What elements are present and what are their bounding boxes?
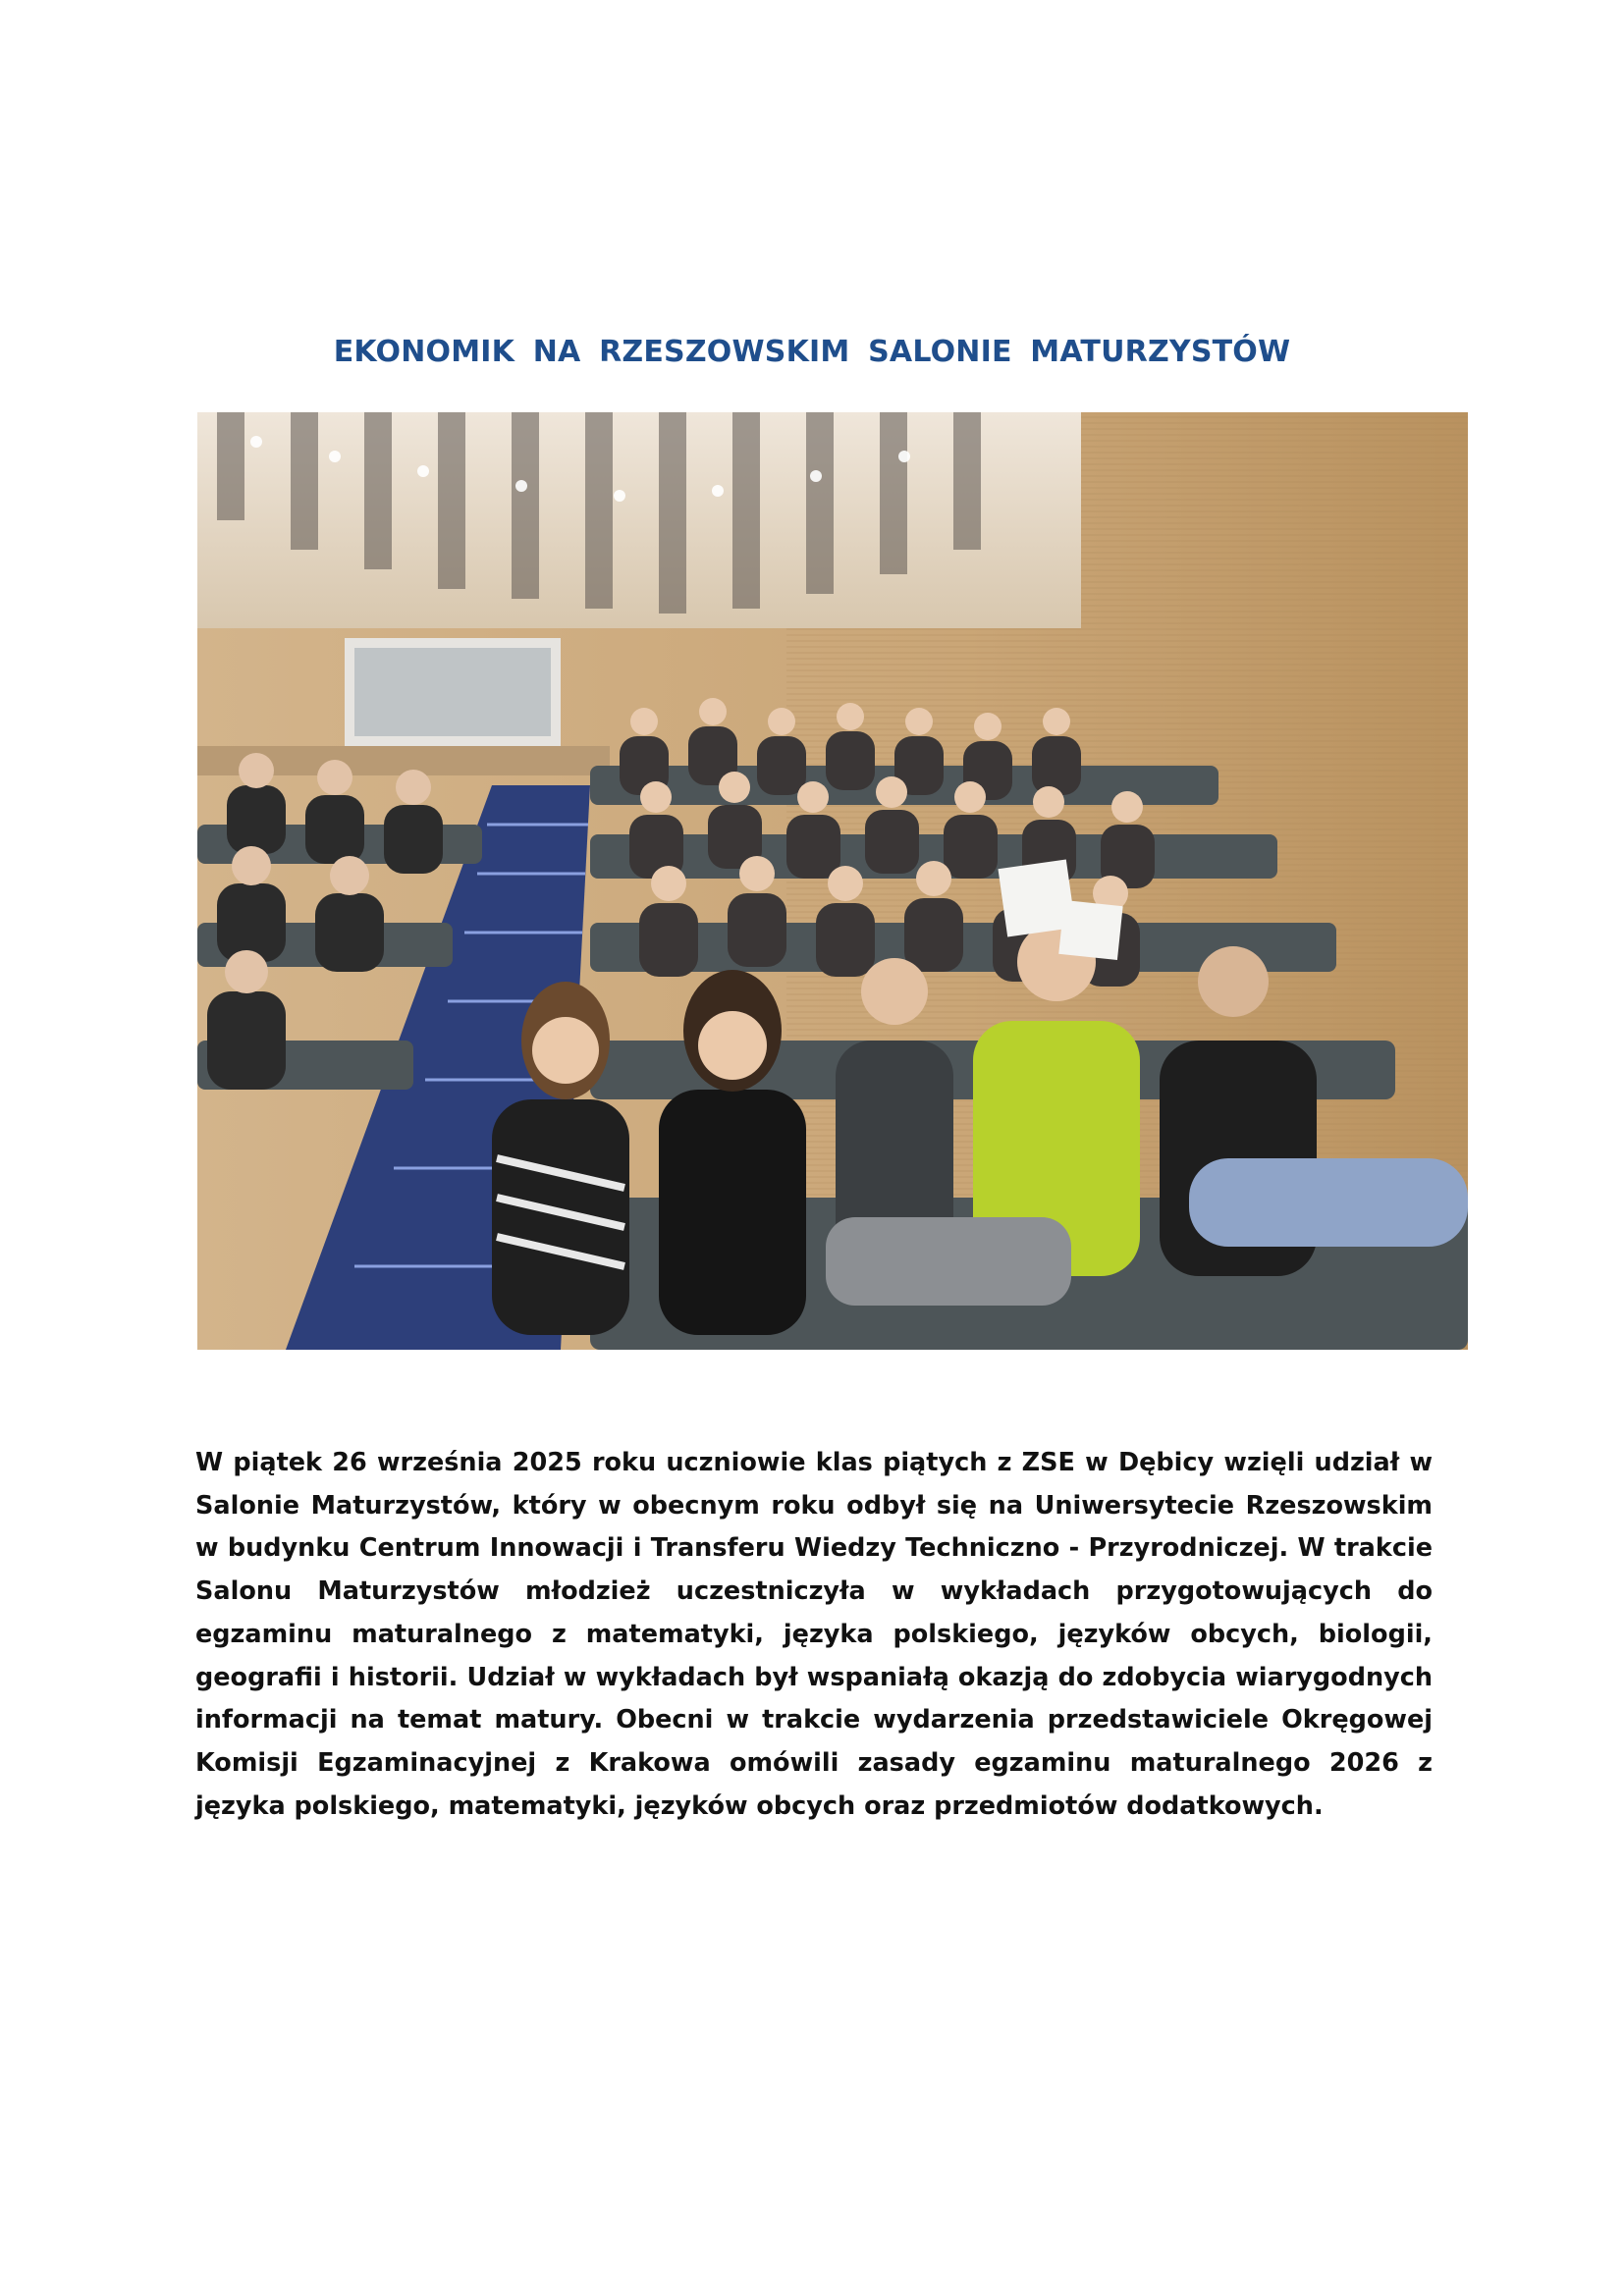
- lecture-hall-illustration: [197, 412, 1468, 1350]
- page-title: EKONOMIK NA RZESZOWSKIM SALONIE MATURZYSTÓW: [333, 335, 1291, 369]
- article-body: W piątek 26 września 2025 roku uczniowie klas piątych z ZSE w Dębicy wzięli udział w Salonie Maturzystów, który w obecnym roku odbył się na Uniwersytecie Rzeszowskim w budynku Centrum Innowacji i Transferu Wiedzy Techniczno - Przyrodniczej. W trakcie Salonu Maturzystów młodzież uczestniczyła w wykładach przygotowujących do egzaminu maturalnego z matematyki, języka polskiego, języków obcych, biologii, geografii i historii. Udział w wykładach był wspaniałą okazją do zdobycia wiarygodnych informacji na temat matury. Obecni w trakcie wydarzenia przedstawiciele Okręgowej Komisji Egzaminacyjnej z Krakowa omówili zasady egzaminu maturalnego 2026 z języka polskiego, matematyki, języków obcych oraz przedmiotów dodatkowych.: [195, 1448, 1433, 1821]
- lecture-hall-photo: [197, 412, 1468, 1350]
